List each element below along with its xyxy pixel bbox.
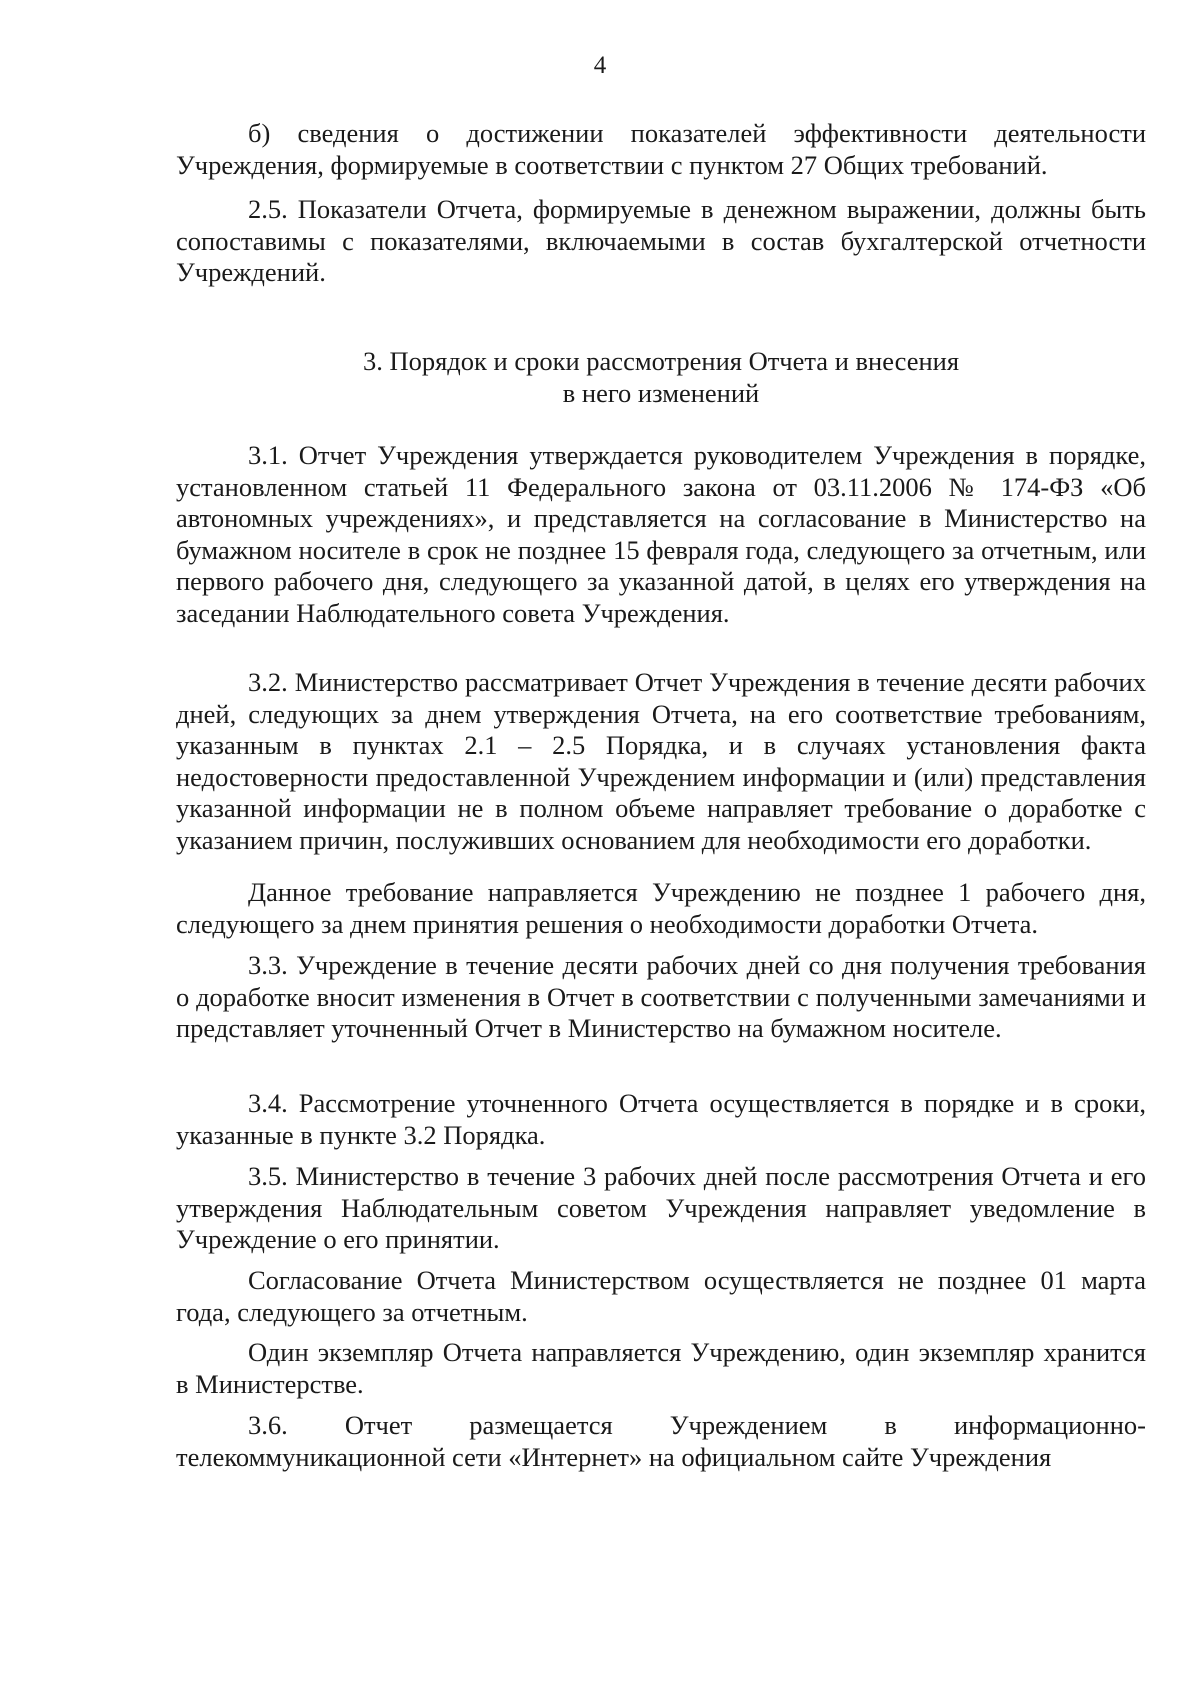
paragraph-3-3: 3.3. Учреждение в течение десяти рабочих дней со дня получения требования о доработке вносит изменения в Отчет в соответствии с полученными замечаниями и представляет уточненный Отчет в Министерство на бумажном носителе. xyxy=(176,950,1146,1043)
paragraph-2-5: 2.5. Показатели Отчета, формируемые в денежном выражении, должны быть сопоставимы с показателями, включаемыми в состав бухгалтерской отчетности Учреждений. xyxy=(176,194,1146,287)
section-3-heading xyxy=(176,346,1146,409)
page-number: 4 xyxy=(593,52,607,79)
paragraph-3-5-copies: Один экземпляр Отчета направляется Учреждению, один экземпляр хранится в Министерстве. xyxy=(176,1337,1146,1399)
paragraph-3-5: 3.5. Министерство в течение 3 рабочих дней после рассмотрения Отчета и его утверждения Наблюдательным советом Учреждения направляет уведомление в Учреждение о его принятии. xyxy=(176,1161,1146,1254)
paragraph-3-2: 3.2. Министерство рассматривает Отчет Учреждения в течение десяти рабочих дней, следующих за днем утверждения Отчета, на его соответствие требованиям, указанным в пунктах 2.1 – 2.5 Порядка, и в случаях установления факта недостоверности предоставленной Учреждением информации и (или) представления указанной информации не в полном объеме направляет требование о доработке с указанием причин, послуживших основанием для необходимости его доработки. xyxy=(176,667,1146,855)
paragraph-3-5-agreement: Согласование Отчета Министерством осуществляется не позднее 01 марта года, следующего за отчетным. xyxy=(176,1265,1146,1327)
paragraph-item-b: б) сведения о достижении показателей эффективности деятельности Учреждения, формируемые в соответствии с пунктом 27 Общих требований. xyxy=(176,118,1146,180)
heading-line-1: 3. Порядок и сроки рассмотрения Отчета и внесения xyxy=(362,346,960,376)
paragraph-3-2-continuation: Данное требование направляется Учреждению не позднее 1 рабочего дня, следующего за днем принятия решения о необходимости доработки Отчета. xyxy=(176,877,1146,939)
paragraph-3-6: 3.6. Отчет размещается Учреждением в информационно-телекоммуникационной сети «Интернет» на официальном сайте Учреждения xyxy=(176,1410,1146,1472)
paragraph-3-4: 3.4. Рассмотрение уточненного Отчета осуществляется в порядке и в сроки, указанные в пункте 3.2 Порядка. xyxy=(176,1088,1146,1150)
heading-line-2: в него изменений xyxy=(562,377,760,408)
paragraph-3-1: 3.1. Отчет Учреждения утверждается руководителем Учреждения в порядке, установленном статьей 11 Федерального закона от 03.11.2006 № 174-ФЗ «Об автономных учреждениях», и представляется на согласование в Министерство на бумажном носителе в срок не позднее 15 февраля года, следующего за отчетным, или первого рабочего дня, следующего за указанной датой, в целях его утверждения на заседании Наблюдательного совета Учреждения. xyxy=(176,440,1146,628)
